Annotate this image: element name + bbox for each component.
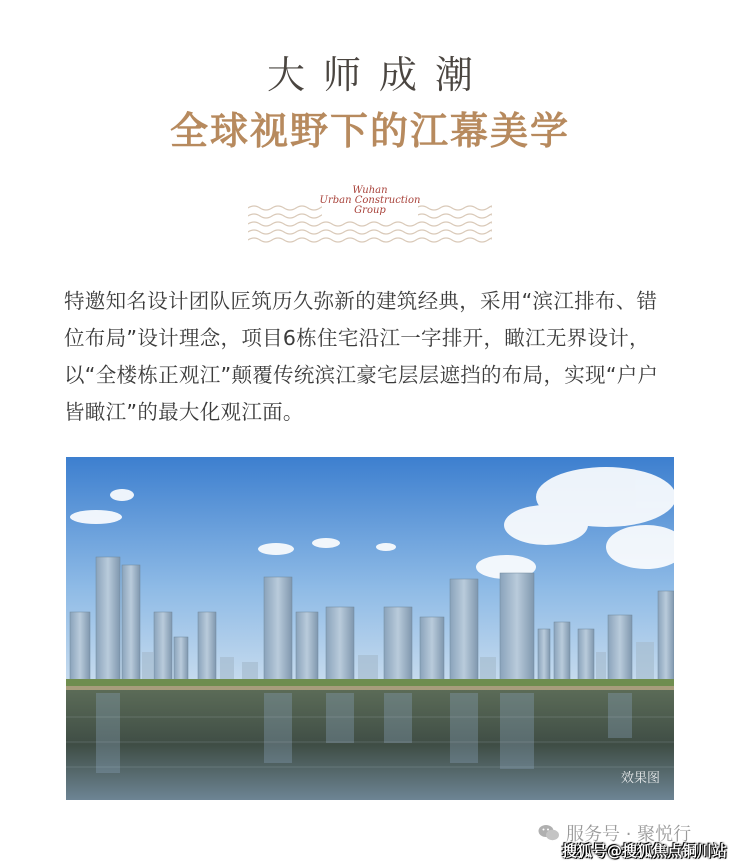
section-subtitle: 全球视野下的江幕美学 [169, 109, 570, 153]
logo-line-2: Urban Construction [319, 195, 421, 206]
article-paragraph: 特邀知名设计团队匠筑历久弥新的建筑经典，采用“滨江排布、错位布局”设计理念，项目6栋住宅沿江一字排开，瞰江无界设计，以“全楼栋正观江”颠覆传统滨江豪宅层层遮挡的布局，实现“户户皆瞰江”的最大化观江面。 [64, 289, 659, 424]
logo-line-1: Wuhan [352, 185, 388, 196]
rendering-image [66, 457, 674, 800]
watermark: 搜狐号@搜狐焦点铜川站 [562, 842, 728, 860]
section-title: 大师成潮 [266, 53, 491, 97]
brand-logo [248, 186, 492, 244]
wechat-icon [538, 824, 560, 842]
logo-wordmark [248, 186, 492, 216]
logo-line-3: Group [354, 205, 386, 216]
rendering-caption: 效果图 [620, 771, 660, 786]
skyline-illustration [66, 457, 674, 800]
source-label: 服务号 · 聚悦行 [566, 824, 692, 845]
